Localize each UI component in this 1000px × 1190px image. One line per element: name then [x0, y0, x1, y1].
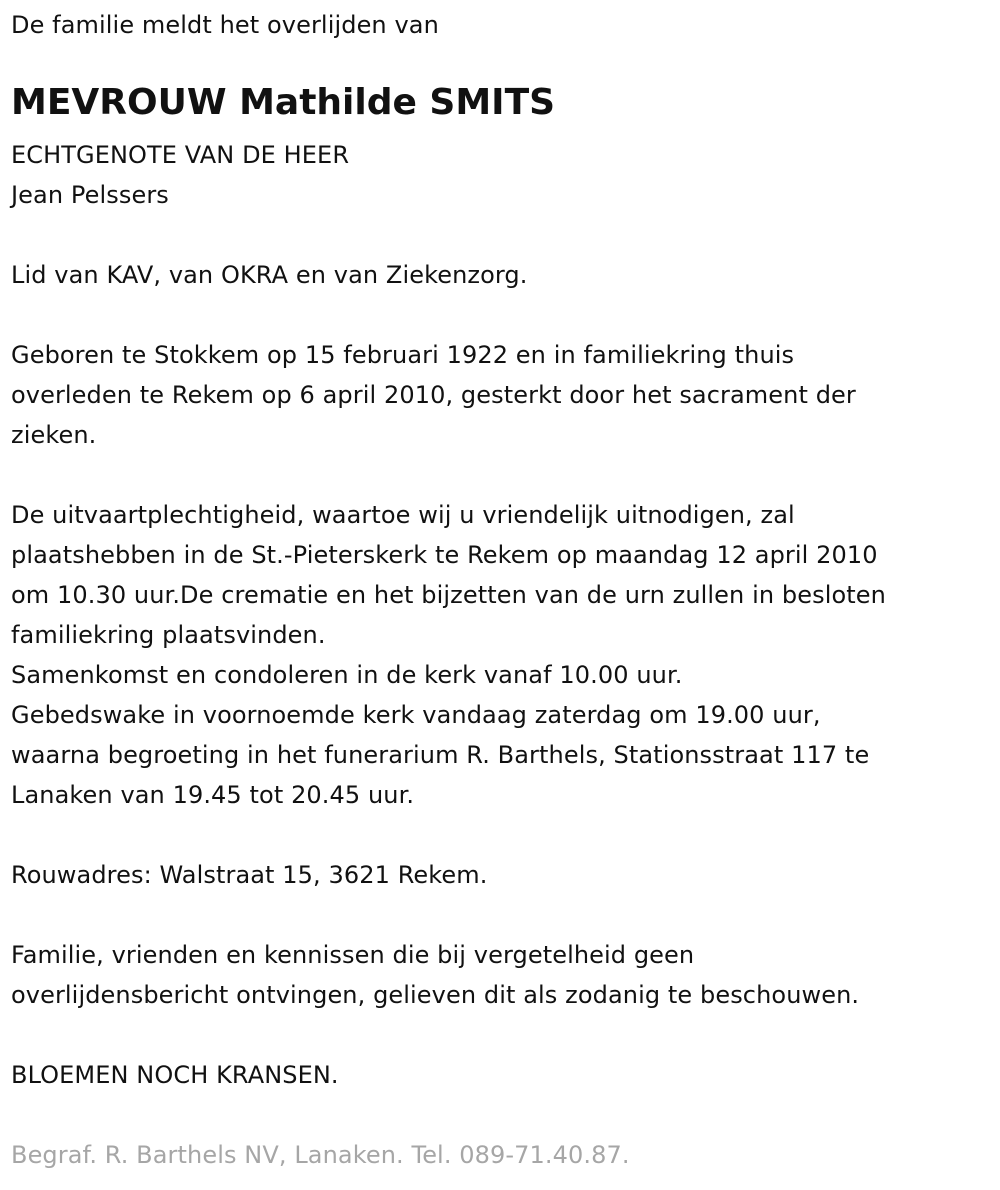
notice-line: Familie, vrienden en kennissen die bij vergetelheid geen [11, 941, 695, 969]
flowers-text: BLOEMEN NOCH KRANSEN. [11, 1061, 339, 1089]
funeral-line: De uitvaartplechtigheid, waartoe wij u vriendelijk uitnodigen, zal [11, 501, 795, 529]
death-notice [11, 5, 986, 1175]
birth-death-line: Geboren te Stokkem op 15 februari 1922 en in familiekring thuis [11, 341, 795, 369]
spacer [11, 1095, 986, 1135]
spacer [11, 295, 986, 335]
funeral-line: Lanaken van 19.45 tot 20.45 uur. [11, 781, 415, 809]
deceased-name: MEVROUW Mathilde SMITS [11, 82, 556, 123]
intro-text: De familie meldt het overlijden van [11, 11, 439, 39]
spacer [11, 45, 986, 77]
funeral-line: waarna begroeting in het funerarium R. Barthels, Stationsstraat 117 te [11, 741, 870, 769]
membership-text: Lid van KAV, van OKRA en van Ziekenzorg. [11, 261, 528, 289]
mourning-address: Rouwadres: Walstraat 15, 3621 Rekem. [11, 861, 488, 889]
notice-line: overlijdensbericht ontvingen, gelieven dit als zodanig te beschouwen. [11, 981, 860, 1009]
funeral-line: om 10.30 uur.De crematie en het bijzetten van de urn zullen in besloten [11, 581, 886, 609]
spacer [11, 1015, 986, 1055]
spouse-name: Jean Pelssers [11, 181, 169, 209]
birth-death-line: zieken. [11, 421, 97, 449]
funeral-paragraph [11, 495, 986, 815]
spacer [11, 455, 986, 495]
spacer [11, 895, 986, 935]
spacer [11, 215, 986, 255]
funeral-line: plaatshebben in de St.-Pieterskerk te Rekem op maandag 12 april 2010 [11, 541, 878, 569]
funeral-line: Gebedswake in voornoemde kerk vandaag zaterdag om 19.00 uur, [11, 701, 821, 729]
funeral-line: Samenkomst en condoleren in de kerk vanaf 10.00 uur. [11, 661, 683, 689]
funeral-home-footer: Begraf. R. Barthels NV, Lanaken. Tel. 089-71.40.87. [11, 1141, 630, 1169]
birth-death-paragraph [11, 335, 986, 455]
notice-paragraph [11, 935, 986, 1015]
birth-death-line: overleden te Rekem op 6 april 2010, gesterkt door het sacrament der [11, 381, 856, 409]
funeral-line: familiekring plaatsvinden. [11, 621, 326, 649]
spouse-label: ECHTGENOTE VAN DE HEER [11, 141, 350, 169]
spacer [11, 815, 986, 855]
